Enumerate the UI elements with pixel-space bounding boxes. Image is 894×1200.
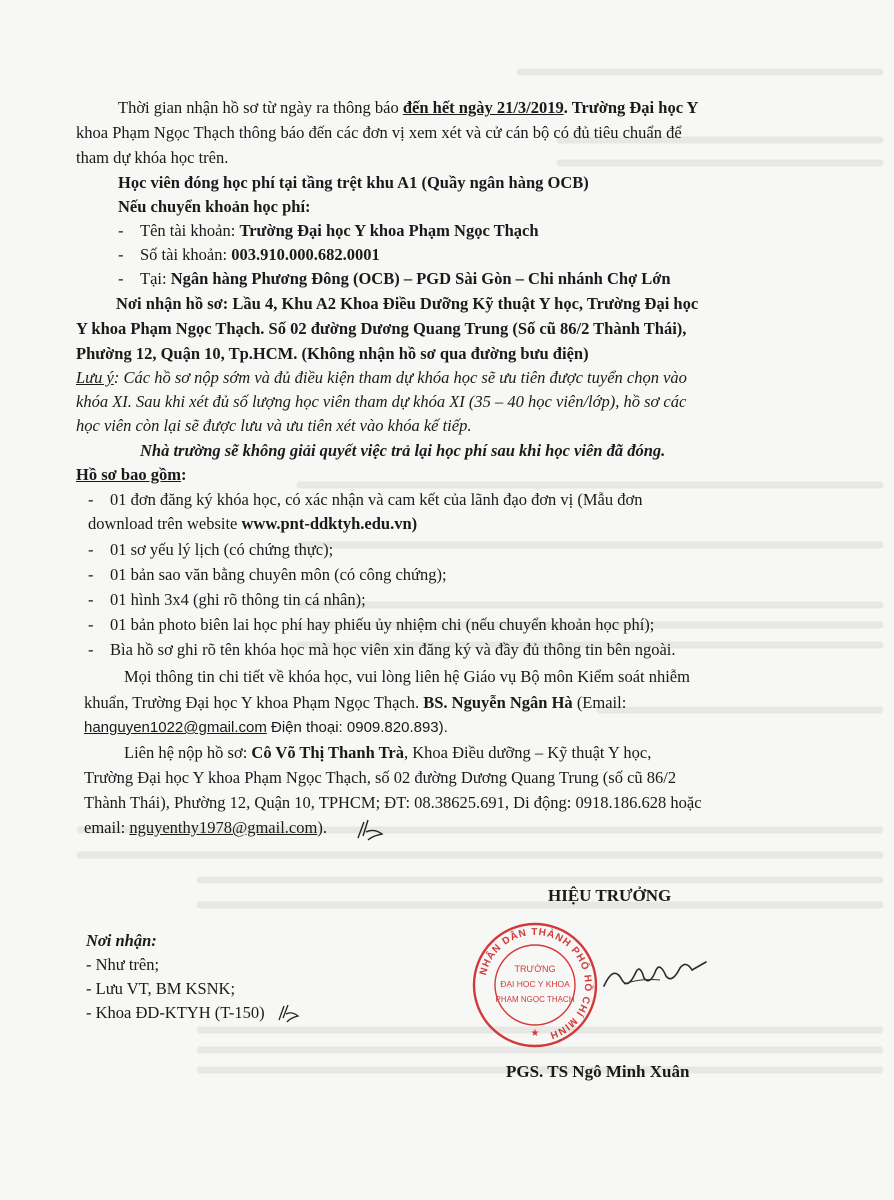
submit-line-1: Nơi nhận hồ sơ: Lầu 4, Khu A2 Khoa Điều Dưỡng Kỹ thuật Y học, Trường Đại học [116, 294, 699, 313]
fee-location: Học viên đóng học phí tại tầng trệt khu A1 (Quầy ngân hàng OCB) [118, 173, 589, 192]
deadline-text: đến hết ngày 21/3/2019 [402, 98, 564, 117]
seal-line-3: PHẠM NGỌC THẠCH [495, 995, 575, 1004]
submit-line-2: Y khoa Phạm Ngọc Thạch. Số 02 đường Dương Quang Trung (Số cũ 86/2 Thành Thái), [76, 319, 687, 338]
contact-phone: Điện thoại: 0909.820.893). [266, 719, 448, 736]
dossier-item-6-text: Bìa hồ sơ ghi rõ tên khóa học mà học viên xin đăng ký và đầy đủ thông tin bên ngoài. [110, 640, 676, 659]
dossier-heading-text: Hồ sơ bao gồm [76, 465, 181, 484]
submit-email-link[interactable]: nguyenthy1978@gmail.com [129, 818, 318, 837]
intro-line-3: tham dự khóa học trên. [76, 148, 229, 167]
signature-title: HIỆU TRƯỞNG [548, 886, 672, 905]
signer-name: PGS. TS Ngô Minh Xuân [506, 1062, 690, 1081]
seal-star-icon: ★ [530, 1028, 540, 1039]
submit-contact-text: Liên hệ nộp hồ sơ: [124, 743, 252, 762]
contact-line-2 [84, 693, 626, 713]
submit-email-close: ). [317, 818, 327, 837]
submit-contact-line-2: Trường Đại học Y khoa Phạm Ngọc Thạch, số 02 đường Dương Quang Trung (số cũ 86/2 [84, 768, 677, 787]
account-number-value: 003.910.000.682.0001 [231, 245, 380, 264]
bank-line: - Tại: Ngân hàng Phương Đông (OCB) – PGD Sài Gòn – Chi nhánh Chợ Lớn [118, 269, 671, 288]
initials-mark-2-icon [276, 1002, 302, 1024]
bank-value: Ngân hàng Phương Đông (OCB) – PGD Sài Gòn – Chi nhánh Chợ Lớn [170, 269, 671, 288]
account-name-value: Trường Đại học Y khoa Phạm Ngọc Thạch [239, 221, 539, 240]
dossier-item-1-close: ) [411, 514, 418, 533]
contact-line-1: Mọi thông tin chi tiết về khóa học, vui lòng liên hệ Giáo vụ Bộ môn Kiểm soát nhiễm [124, 667, 690, 686]
recipients-heading: Nơi nhận: [86, 931, 157, 950]
intro-line-1 [118, 98, 698, 118]
account-name-line: - Tên tài khoản: Trường Đại học Y khoa Phạm Ngọc Thạch [118, 221, 539, 240]
dossier-item-1-text: 01 đơn đăng ký khóa học, có xác nhận và cam kết của lãnh đạo đơn vị (Mẫu đơn [110, 490, 643, 509]
seal-line-2: ĐẠI HỌC Y KHOA [500, 979, 570, 989]
dossier-item-4-text: 01 hình 3x4 (ghi rõ thông tin cá nhân); [110, 590, 366, 609]
refund-notice: Nhà trường sẽ không giải quyết việc trả lại học phí sau khi học viên đã đóng. [140, 441, 666, 460]
contact-email-label: (Email: [572, 693, 627, 712]
handwritten-signature-icon [600, 950, 710, 1000]
initials-mark-icon [354, 818, 388, 842]
dossier-item-3: - 01 bản sao văn bằng chuyên môn (có công chứng); [88, 565, 447, 584]
recipient-1: - Như trên; [86, 955, 160, 974]
intro-line-2: khoa Phạm Ngọc Thạch thông báo đến các đơn vị xem xét và cử cán bộ có đủ tiêu chuẩn để [76, 123, 682, 142]
note-line-2: khóa XI. Sau khi xét đủ số lượng học viên tham dự khóa XI (35 – 40 học viên/lớp), hồ sơ các [76, 392, 687, 411]
dossier-item-1-cont [88, 514, 417, 534]
seal-outer-text: NHÂN DÂN THÀNH PHỐ HỒ CHÍ MINH [477, 926, 594, 1041]
submit-line-3: Phường 12, Quận 10, Tp.HCM. (Không nhận hồ sơ qua đường bưu điện) [76, 344, 589, 363]
dossier-item-1-text-2: download trên website [88, 514, 242, 533]
contact-text: khuẩn, Trường Đại học Y khoa Phạm Ngọc Thạch. [84, 693, 424, 712]
submit-contact-line-3: Thành Thái), Phường 12, Quận 10, TPHCM; ĐT: 08.38625.691, Di động: 0918.186.628 hoặc [84, 793, 702, 812]
dossier-item-2-text: 01 sơ yếu lý lịch (có chứng thực); [110, 540, 334, 559]
dossier-heading [76, 465, 186, 485]
bank-label: Tại: [140, 269, 171, 288]
dossier-item-5: - 01 bản photo biên lai học phí hay phiếu ủy nhiệm chi (nếu chuyển khoản học phí); [88, 615, 655, 634]
submit-contact-line-1 [124, 743, 651, 763]
note-label: Lưu ý [76, 368, 114, 387]
contact-line-3 [84, 717, 448, 738]
recipient-2: - Lưu VT, BM KSNK; [86, 979, 236, 998]
note-text-1: : Các hồ sơ nộp sớm và đủ điều kiện tham dự khóa học sẽ ưu tiên được tuyển chọn vào [113, 368, 687, 387]
contact-person: BS. Nguyễn Ngân Hà [423, 693, 573, 712]
dossier-item-3-text: 01 bản sao văn bằng chuyên môn (có công chứng); [110, 565, 447, 584]
dossier-item-6: - Bìa hồ sơ ghi rõ tên khóa học mà học viên xin đăng ký và đầy đủ thông tin bên ngoài. [88, 640, 676, 659]
official-seal-icon [470, 920, 600, 1050]
intro-text-end: . Trường Đại học Y [563, 98, 699, 117]
intro-text: Thời gian nhận hồ sơ từ ngày ra thông báo [118, 98, 403, 117]
dossier-item-5-text: 01 bản photo biên lai học phí hay phiếu ủy nhiệm chi (nếu chuyển khoản học phí); [110, 615, 655, 634]
account-name-label: Tên tài khoản: [140, 221, 240, 240]
account-number-label: Số tài khoản: [140, 245, 232, 264]
website-link[interactable]: www.pnt-ddktyh.edu.vn [241, 514, 412, 533]
dossier-heading-colon: : [180, 465, 187, 484]
seal-line-1: TRƯỜNG [514, 964, 556, 974]
account-number-line: - Số tài khoản: 003.910.000.682.0001 [118, 245, 380, 264]
note-line-1 [76, 368, 687, 388]
submit-contact-dept: , Khoa Điều dưỡng – Kỹ thuật Y học, [403, 743, 652, 762]
dossier-item-4: - 01 hình 3x4 (ghi rõ thông tin cá nhân); [88, 590, 366, 609]
recipient-3: - Khoa ĐD-KTYH (T-150) [86, 1003, 265, 1022]
submit-contact-line-4 [84, 818, 327, 838]
transfer-heading: Nếu chuyển khoản học phí: [118, 197, 311, 216]
dossier-item-1: - 01 đơn đăng ký khóa học, có xác nhận và cam kết của lãnh đạo đơn vị (Mẫu đơn [88, 490, 643, 509]
submit-contact-person: Cô Võ Thị Thanh Trà [251, 743, 404, 762]
submit-email-label: email: [84, 818, 130, 837]
note-line-3: học viên còn lại sẽ được lưu và ưu tiên xét vào khóa kế tiếp. [76, 416, 472, 435]
dossier-item-2: - 01 sơ yếu lý lịch (có chứng thực); [88, 540, 334, 559]
contact-email-link[interactable]: hanguyen1022@gmail.com [84, 719, 267, 736]
